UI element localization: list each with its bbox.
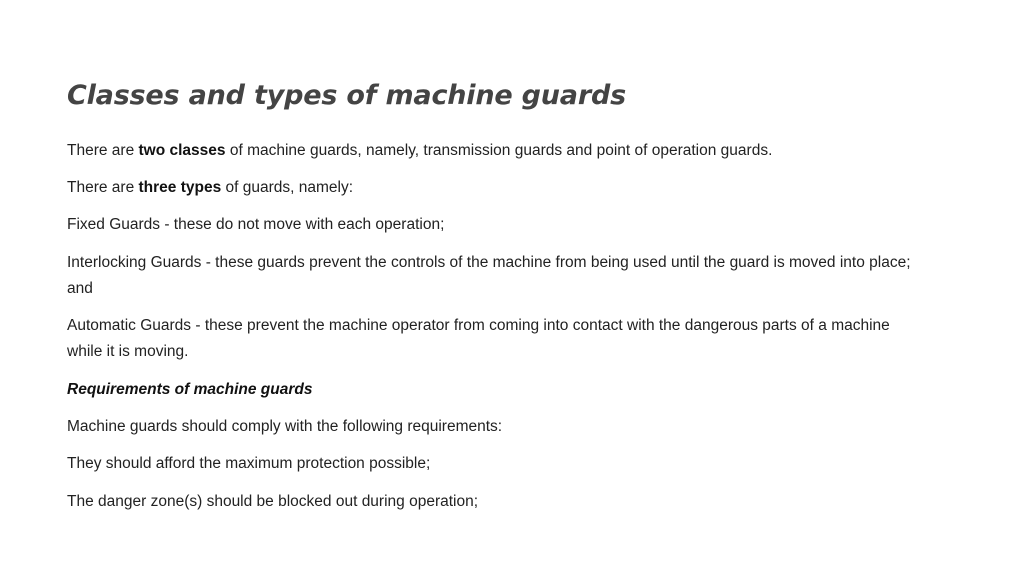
types-post-text: of guards, namely: [221,179,354,196]
paragraph-automatic-guards: Automatic Guards - these prevent the machine operator from coming into contact with the dangerous parts of a machine while it is moving. [67,317,890,360]
classes-bold-text: two classes [138,142,226,159]
classes-pre-text: There are [67,142,139,159]
paragraph-interlocking-guards: Interlocking Guards - these guards prevent the controls of the machine from being used until the guard is moved into place; and [67,254,911,297]
paragraph-comply: Machine guards should comply with the following requirements: [67,418,503,435]
types-pre-text: There are [67,179,139,196]
paragraph-fixed-guards: Fixed Guards - these do not move with each operation; [67,216,445,233]
paragraph-danger-zone: The danger zone(s) should be blocked out during operation; [67,493,479,510]
paragraph-protection: They should afford the maximum protection possible; [67,455,431,472]
paragraph-classes [67,138,772,164]
page-title: Classes and types of machine guards [67,80,626,111]
types-bold-text: three types [138,179,222,196]
classes-post-text: of machine guards, namely, transmission guards and point of operation guards. [225,142,773,159]
requirements-heading: Requirements of machine guards [67,381,313,398]
paragraph-types [67,175,353,201]
